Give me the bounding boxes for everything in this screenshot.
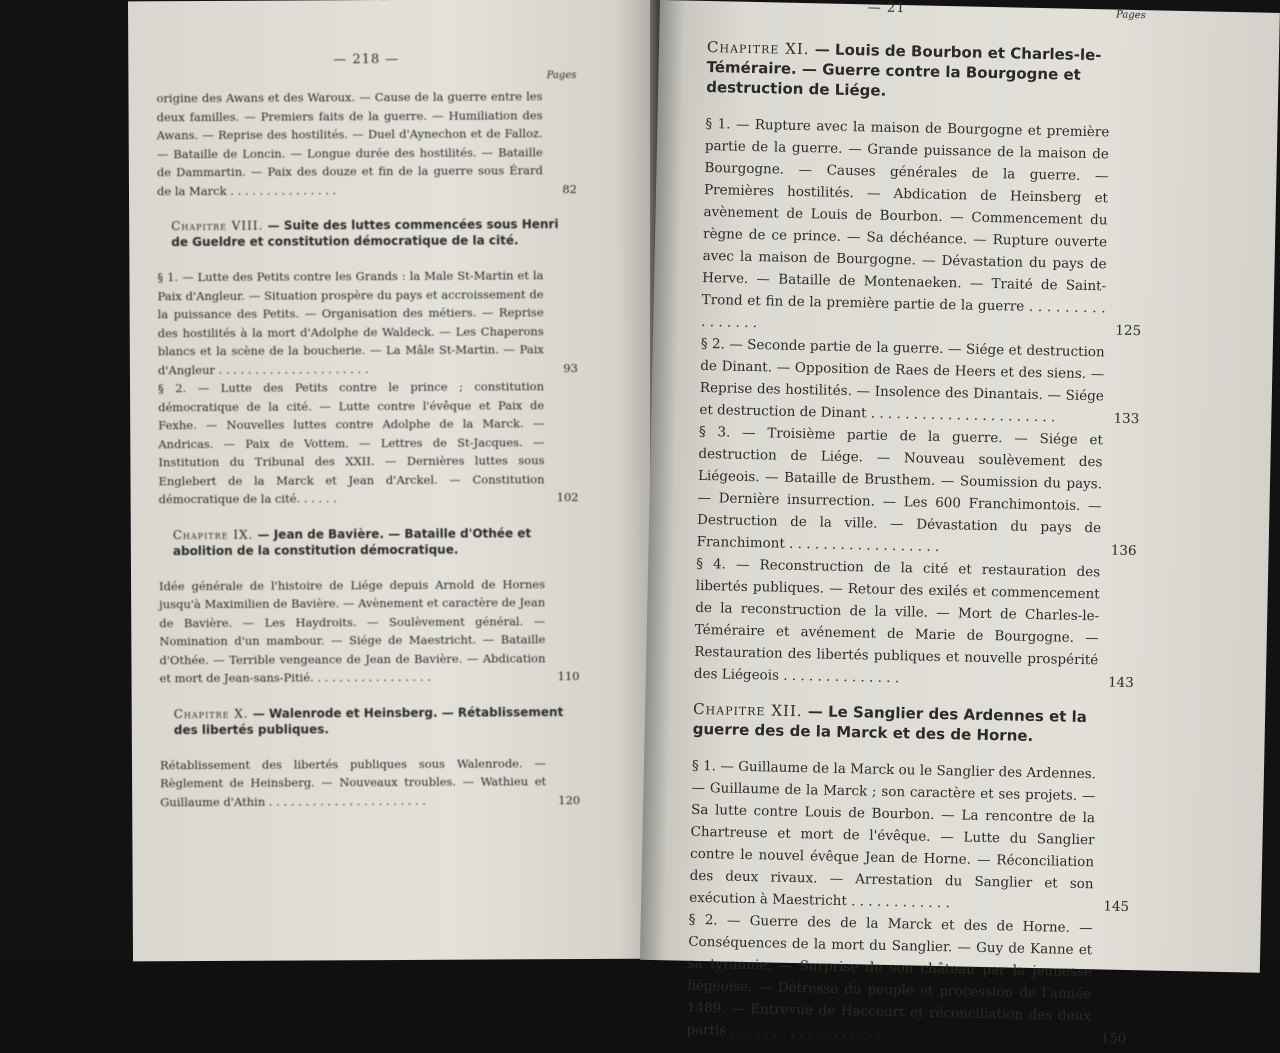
entry-page-number: 145 — [1103, 898, 1130, 916]
toc-entry — [159, 575, 580, 688]
entry-text: § 1. — Lutte des Petits contre les Grands : la Male St-Martin et la Paix d'Angleur. — Situation prospère du pays et accroissement de la puissance des Petits. — Organisation des métiers. — Reprise des hostilités à la mort d'Adolphe de Waldeck. — Les Chaperons blancs et la scène de la boucherie. — La Mâle St-Martin. — Paix d'Angleur . . . . . . . . . . . . . . . . . . . . . — [157, 268, 544, 377]
chapter-heading — [157, 216, 577, 250]
toc-entry — [157, 266, 578, 379]
pages-column-label: Pages — [546, 70, 577, 82]
entry-text: § 2. — Lutte des Petits contre le prince ; constitution démocratique de la cité. — Lutte contre l'évêque et Paix de Fexhe. — Nouvelles luttes contre Adolphe de la Marck. — Andricas. — Paix de Vottem. — Lettres de St-Jacques. — Institution du Tribunal des XXII. — Dernières luttes sous Englebert de la Marck et Jean d'Arckel. — Constitution démocratique de la cité. . . . . . — [157, 379, 545, 507]
chapter-label: Chapitre VIII. — [171, 218, 264, 234]
entry-page-number: 110 — [557, 669, 580, 684]
right-page — [640, 0, 1280, 1047]
entry-text: Idée générale de l'histoire de Liége depuis Arnold de Hornes jusqu'à Maximilien de Bavière. — Avènement et caractère de Jean de Bavière. — Les Haydroits. — Soulèvement général. — Nomination d'un mambour. — Siége de Maestricht. — Bataille d'Othée. — Terrible vengeance de Jean de Bavière. — Abdication et mort de Jean-sans-Pitié. . . . . . . . . . . . . . . . . — [159, 576, 546, 686]
chapter-label: Chapitre X. — [173, 706, 249, 721]
toc-entry — [158, 377, 579, 509]
page-number: — 21 — [867, 0, 906, 17]
entry-page-number: 102 — [556, 490, 579, 505]
entry-page-number: 82 — [562, 181, 578, 196]
entry-page-number: 143 — [1107, 674, 1134, 692]
chapter-label: Chapitre IX. — [172, 527, 254, 542]
chapter-heading — [159, 525, 579, 559]
entry-page-number: 150 — [1100, 1030, 1127, 1047]
toc-entry — [686, 909, 1129, 1050]
entry-page-number: 120 — [558, 792, 581, 807]
chapter-heading — [160, 704, 580, 738]
chapter-title: — Suite des luttes commencées sous Henri de Gueldre et constitution démocratique de la cité. — [171, 217, 559, 250]
toc-entry — [160, 754, 580, 812]
left-page-content — [156, 51, 580, 811]
entry-page-number: 133 — [1113, 410, 1140, 428]
toc-entry — [689, 755, 1132, 918]
toc-entry — [699, 333, 1141, 430]
entry-text: Rétablissement des libertés publiques sous Walenrode. — Règlement de Heinsberg. — Nouveaux troubles. — Wathieu et Guillaume d'Athin . . . . . . . . . . . . . . . . . . . . . . — [159, 755, 547, 809]
chapter-label: Chapitre XI. — [706, 37, 810, 59]
entry-text: § 3. — Troisième partie de la guerre. — Siége et destruction de Liége. — Nouveau soulèvement des Liégeois. — Bataille de Brusthem. — Soumission du pays. — Dernière insurrection. — Les 600 Franchimontois. — Destruction de la ville. — Dévastation du pays de Franchimont . . . . . . . . . . . . . . . . . . — [696, 423, 1104, 555]
chapter-title: — Walenrode et Heinsberg. — Rétablissement des libertés publiques. — [173, 704, 564, 737]
entry-page-number: 125 — [1115, 322, 1142, 340]
toc-entry — [156, 87, 577, 200]
left-page — [128, 0, 663, 961]
chapter-label: Chapitre XII. — [692, 699, 803, 721]
entry-text: § 2. — Guerre des de la Marck et des de Horne. — Conséquences de la mort du Sanglier. — Guy de Kanne et sa tyrannie. — Surprise de son château par la jeunesse liégeoise. — Détresse du peuple et procession de l'année 1489. — Entrevue de Haccourt et réconciliation des deux partis . . . . . . . . . . . . . . . . . . — [686, 911, 1093, 1042]
entry-page-number: 93 — [563, 360, 578, 375]
toc-entry — [701, 113, 1146, 342]
chapter-heading — [693, 699, 1134, 748]
toc-entry — [696, 421, 1139, 562]
entry-text: § 2. — Seconde partie de la guerre. — Siége et destruction de Dinant. — Opposition de Raes de Heers et des siens. — Reprise des hostilités. — Insolence des Dinantais. — Siége et destruction de Dinant . . . . . . . . . . . . . . . . . . . . . . — [699, 335, 1105, 426]
toc-entry — [694, 553, 1137, 694]
chapter-title: — Jean de Bavière. — Bataille d'Othée et abolition de la constitution démocratique. — [172, 525, 532, 558]
entry-text: origine des Awans et des Waroux. — Cause de la guerre entre les deux familles. — Premiers faits de la guerre. — Humiliation des Awans. — Reprise des hostilités. — Duel d'Aynechon et de Falloz. — Bataille de Loncin. — Longue durée des hostilités. — Bataille de Dammartin. — Paix des douze et fin de la guerre sous Érard de la Marck . . . . . . . . . . . . . . . — [156, 89, 543, 198]
entry-page-number: 136 — [1110, 542, 1137, 560]
entry-text: § 1. — Guillaume de la Marck ou le Sanglier des Ardennes. — Guillaume de la Marck ; son caractère et ses projets. — Sa lutte contre Louis de Bourbon. — La rencontre de la Chartreuse et mort de l'évêque. — Lutte du Sanglier contre le nouvel évêque Jean de Horne. — Réconciliation des deux rivaux. — Arrestation du Sanglier et son exécution à Maestricht . . . . . . . . . . . . — [689, 757, 1097, 912]
entry-text: § 4. — Reconstruction de la cité et restauration des libertés publiques. — Retour des exilés et commencement de la reconstruction de la ville. — Mort de Charles-le-Téméraire et avénement de Marie de Bourgogne. — Restauration des libertés publiques et nouvelle prospérité des Liégeois . . . . . . . . . . . . . . — [693, 555, 1101, 687]
chapter-title: — Louis de Bourbon et Charles-le-Téméraire. — Guerre contre la Bourgogne et destruction de Liége. — [705, 40, 1102, 100]
entry-text: § 1. — Rupture avec la maison de Bourgogne et première partie de la guerre. — Grande puissance de la maison de Bourgogne. — Causes générales de la guerre. — Premières hostilités. — Abdication de Heinsberg et avènement de Louis de Bourbon. — Commencement du règne de ce prince. — Sa déchéance. — Rupture ouverte avec la maison de Bourgogne. — Dévastation du pays de Herve. — Bataille de Montenaeken. — Traité de Saint-Trond et fin de la première partie de la guerre . . . . . . . . . . . . . . . . — [701, 115, 1110, 332]
chapter-title: — Le Sanglier des Ardennes et la guerre des de la Marck et des de Horne. — [692, 702, 1088, 745]
pages-column-label: Pages — [1115, 9, 1146, 22]
page-number: — 218 — — [333, 51, 400, 68]
right-page-content — [686, 0, 1147, 1050]
chapter-heading — [706, 37, 1147, 106]
